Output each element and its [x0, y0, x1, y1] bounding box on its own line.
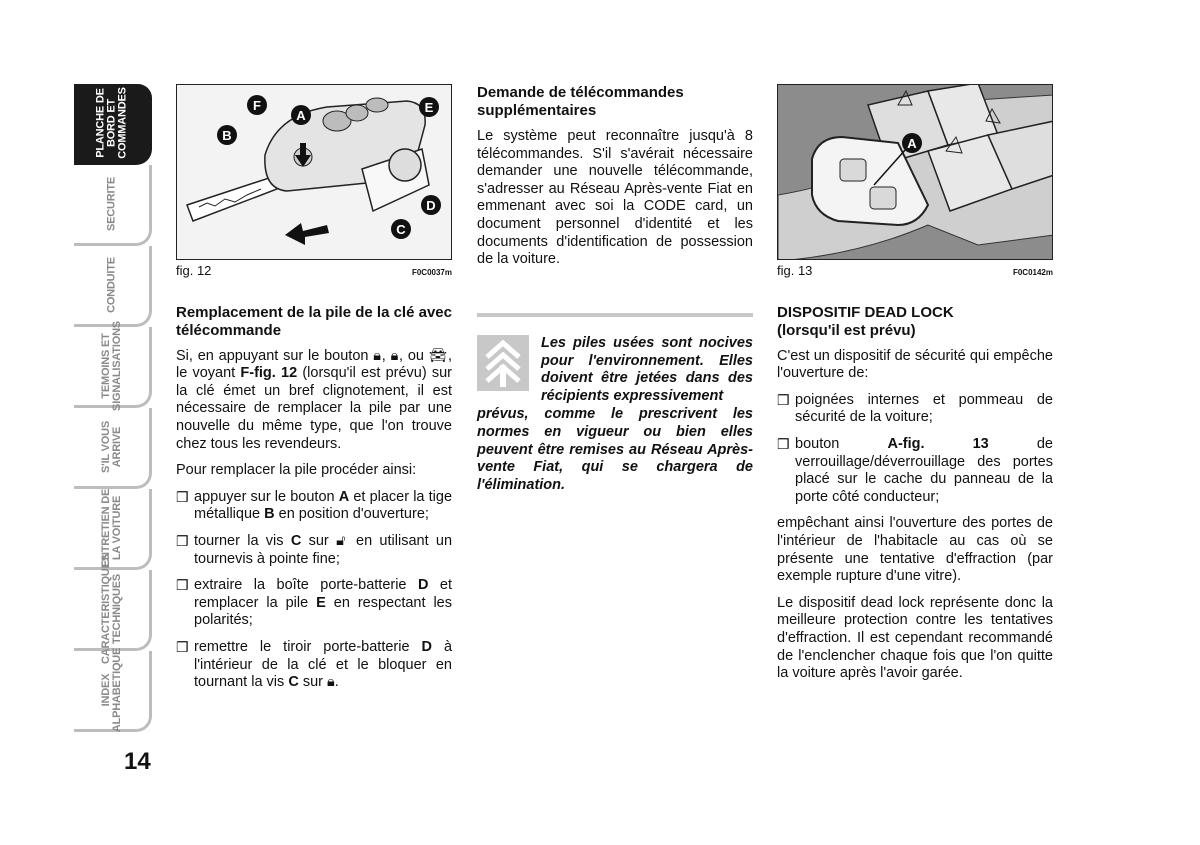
callout-e: E	[424, 100, 434, 115]
list-item: ❒ poignées internes et pommeau de sécurité de la voiture;	[777, 391, 1053, 426]
column-right	[777, 84, 1053, 683]
door-panel-illustration	[778, 85, 1053, 260]
section-heading: DISPOSITIF DEAD LOCK	[777, 303, 954, 321]
column-middle	[477, 84, 753, 495]
tab-label: SECURITE	[105, 176, 117, 232]
tab-label: CONDUITE	[105, 257, 117, 313]
tab-caracteristiques[interactable]	[74, 554, 152, 664]
paragraph: C'est un dispositif de sécurité qui empêche l'ouverture de:	[777, 347, 1053, 382]
tab-index[interactable]	[74, 647, 152, 733]
list-item: ❒ remettre le tiroir porte-batterie D à l'intérieur de la clé et le bloquer en tournant la vis C sur 🔒︎.	[176, 638, 453, 691]
checkbox-icon: ❒	[777, 435, 790, 452]
fig-label: fig. 13	[777, 263, 813, 278]
tab-sil-vous-arrive[interactable]	[74, 408, 152, 489]
paragraph: empêchant ainsi l'ouverture des portes de l'intérieur de l'habitacle au cas où se présente une tentative d'effraction (par exemple rupture d'une vitre).	[777, 515, 1053, 585]
tab-label: CARACTERISTIQUES TECHNIQUES	[99, 554, 123, 664]
checkbox-icon: ❒	[176, 577, 189, 594]
fig-code: F0C0037m	[411, 268, 452, 277]
callout-c: C	[396, 222, 406, 237]
tab-label: PLANCHE DE BORD ET COMMANDES	[94, 87, 128, 159]
section-subheading: (lorsqu'il est prévu)	[777, 321, 916, 339]
tab-conduite[interactable]	[74, 246, 152, 327]
lock-icon: 🔒︎	[327, 674, 335, 691]
tab-label: TEMOINS ET SIGNALISATIONS	[99, 321, 123, 411]
tab-planche-de-bord[interactable]	[74, 84, 152, 165]
section-tabs	[74, 84, 152, 732]
column-left	[176, 84, 452, 692]
list-item: ❒ bouton A-fig. 13 de verrouillage/déverrouillage des portes placé sur le cache du panneau de la porte côté conducteur;	[777, 435, 1053, 505]
tab-label: S'IL VOUS ARRIVE	[99, 421, 123, 473]
callout-d: D	[426, 198, 436, 213]
fig-code: F0C0142m	[1012, 268, 1053, 277]
callout-a: A	[907, 136, 917, 151]
tab-temoins[interactable]	[74, 321, 152, 411]
tab-label: ENTRETIEN DE LA VOITURE	[99, 488, 123, 568]
figure-caption	[777, 262, 1053, 282]
environment-note	[477, 335, 753, 495]
divider	[477, 313, 753, 317]
list-item: ❒ tourner la vis C sur 🔓︎ en utilisant un tournevis à pointe fine;	[176, 532, 453, 567]
callout-a: A	[296, 108, 306, 123]
list-item: ❒ extraire la boîte porte-batterie D et remplacer la pile E en respectant les polarités;	[176, 577, 453, 629]
section-heading: Demande de télécommandes supplémentaires	[477, 84, 684, 119]
key-illustration	[177, 85, 452, 260]
page-number: 14	[124, 748, 151, 775]
lock-icon: 🔒︎	[373, 347, 382, 364]
checkbox-icon: ❒	[176, 532, 189, 549]
checkbox-icon: ❒	[176, 638, 189, 655]
unlock-icon: 🔒︎	[390, 347, 400, 364]
checkbox-icon: ❒	[777, 391, 790, 408]
checkbox-icon: ❒	[176, 488, 189, 505]
car-trunk-icon: 🚘︎	[428, 347, 448, 364]
list-item: ❒ appuyer sur le bouton A et placer la tige métallique B en position d'ouverture;	[176, 488, 453, 523]
tab-label: INDEX ALPHABETIQUE	[99, 647, 123, 733]
note-text: Les piles usées sont nocives pour l'environnement. Elles doivent être jetées dans des récipients expressivement	[541, 334, 753, 405]
open-lock-icon: 🔓︎	[336, 532, 349, 549]
section-heading: Remplacement de la pile de la clé avec télécommande	[176, 303, 452, 339]
note-text: prévus, comme le prescrivent les normes en vigueur ou bien elles peuvent être remises au Réseau Après-vente Fiat, qui se chargera de l'élimination.	[477, 405, 753, 494]
paragraph: Si, en appuyant sur le bouton 🔒︎, 🔒︎, ou 🚘︎, le voyant F-fig. 12 (lorsqu'il est prévu) sur la clé émet un bref clignotement, il est nécessaire de remplacer la pile par une nouvelle du même type, que l'on trouve chez tous les revendeurs.	[176, 347, 452, 452]
recycle-icon	[477, 335, 529, 391]
paragraph: Le système peut reconnaître jusqu'à 8 télécommandes. S'il s'avérait nécessaire demander une nouvelle télécommande, s'adresser au Réseau Après-vente Fiat en emmenant avec soi la CODE card, un document personnel d'identité et les documents d'identification de possession de la voiture.	[477, 128, 753, 268]
fig-label: fig. 12	[176, 263, 212, 278]
tab-securite[interactable]	[74, 165, 152, 246]
paragraph: Pour remplacer la pile procéder ainsi:	[176, 462, 417, 479]
paragraph: Le dispositif dead lock représente donc la meilleure protection contre les tentatives d'effraction. Il est cependant recommandé de l'enclencher chaque fois que l'on quitte la voiture après l'avoir garée.	[777, 594, 1053, 682]
callout-b: B	[222, 128, 232, 143]
figure-caption	[176, 262, 452, 282]
figure-13	[777, 84, 1053, 260]
callout-f: F	[253, 98, 261, 113]
figure-12	[176, 84, 452, 260]
